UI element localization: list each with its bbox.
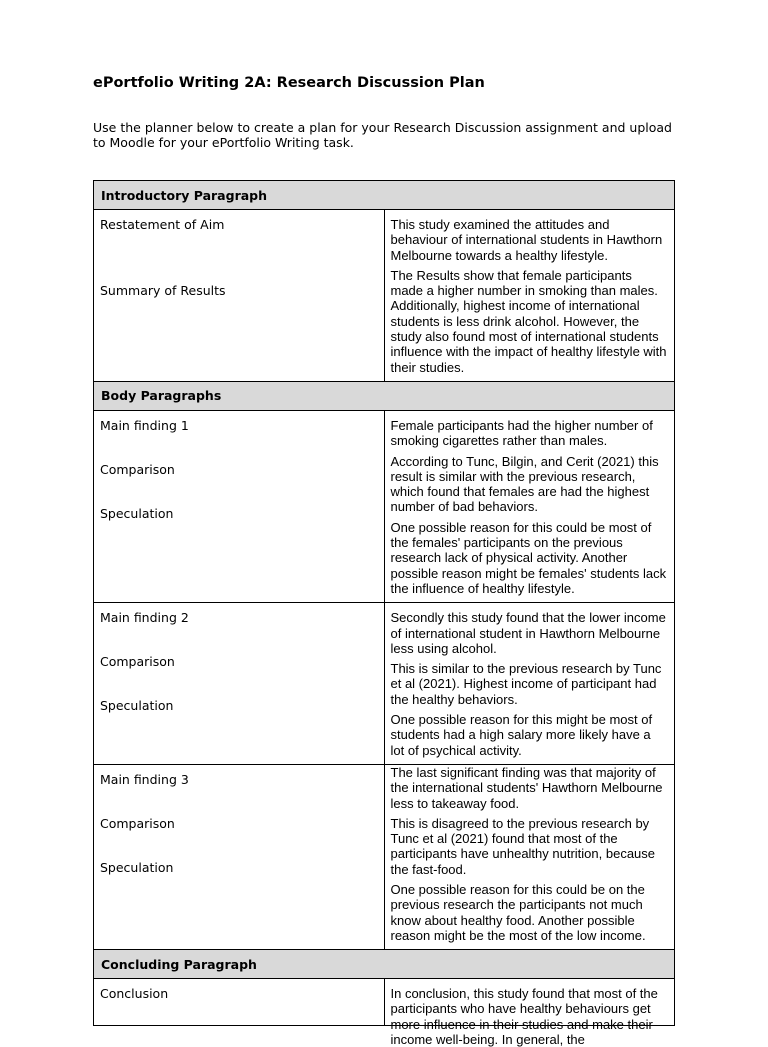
table-row xyxy=(94,764,675,949)
content-cell xyxy=(384,210,675,382)
page-title: ePortfolio Writing 2A: Research Discussion Plan xyxy=(93,75,485,91)
label-main-finding-2: Main finding 2 xyxy=(100,610,189,626)
speculation-2-text: One possible reason for this might be most of students had a high salary more likely have a lot of psychical activity. xyxy=(390,712,653,758)
label-speculation-1: Speculation xyxy=(100,505,174,521)
comparison-3-text: This is disagreed to the previous research by Tunc et al (2021) found that most of the participants have unhealthy nutrition, because the fast-food. xyxy=(390,815,656,877)
section-heading-introductory: Introductory Paragraph xyxy=(94,181,675,210)
label-main-finding-3: Main finding 3 xyxy=(100,771,189,787)
conclusion-text: In conclusion, this study found that most of the participants who have healthy behaviours get more influence in their studies and make their income well-being. In general, the xyxy=(390,986,658,1047)
section-header-row xyxy=(94,381,675,410)
intro-text: Use the planner below to create a plan for your Research Discussion assignment and upload to Moodle for your ePortfolio Writing task. xyxy=(93,120,672,150)
labels-cell xyxy=(94,410,385,602)
label-comparison-1: Comparison xyxy=(100,461,175,477)
label-restatement-of-aim: Restatement of Aim xyxy=(100,217,225,232)
section-heading-concluding: Concluding Paragraph xyxy=(94,950,675,979)
finding-2-text: Secondly this study found that the lower income of international student in Hawthorn Melbourne less using alcohol. xyxy=(390,610,666,656)
labels-cell xyxy=(94,210,385,382)
table-row xyxy=(94,410,675,602)
restatement-text: This study examined the attitudes and behaviour of international students in Hawthorn Melbourne towards a healthy lifestyle. xyxy=(390,217,663,263)
table-row xyxy=(94,210,675,382)
label-comparison-2: Comparison xyxy=(100,654,175,670)
section-heading-body: Body Paragraphs xyxy=(94,381,675,410)
label-speculation-3: Speculation xyxy=(100,859,174,875)
label-summary-of-results: Summary of Results xyxy=(100,283,226,298)
speculation-1-text: One possible reason for this could be most of the females' participants on the previous research lack of physical activity. Another possible reason might be females' students lack the influence of healthy lifestyle. xyxy=(390,519,667,596)
content-cell xyxy=(384,979,675,1047)
labels-cell xyxy=(94,979,385,1026)
summary-text: The Results show that female participants made a higher number in smoking than males. Additionally, highest income of international students is less drink alcohol. However, the study also found most of international students influence with the impact of healthy lifestyle with their studies. xyxy=(390,267,667,375)
label-main-finding-1: Main finding 1 xyxy=(100,417,189,433)
table-row xyxy=(94,603,675,765)
planner-table xyxy=(93,180,675,1047)
comparison-2-text: This is similar to the previous research by Tunc et al (2021). Highest income of participant had the healthy behaviors. xyxy=(390,661,662,707)
content-cell xyxy=(384,410,675,602)
labels-cell xyxy=(94,764,385,949)
conclusion-clip xyxy=(390,986,668,1047)
label-conclusion: Conclusion xyxy=(100,986,169,1002)
content-cell xyxy=(384,603,675,765)
finding-3-text: The last significant finding was that majority of the international students' Hawthorn Melbourne less to takeaway food. xyxy=(390,764,663,811)
speculation-3-text: One possible reason for this could be on the previous research the participants not much know about healthy food. Another possible reason might be the most of the low income. xyxy=(390,881,646,943)
labels-cell xyxy=(94,603,385,765)
content-cell xyxy=(384,764,675,949)
section-header-row xyxy=(94,950,675,979)
table-row xyxy=(94,979,675,1026)
finding-1-text: Female participants had the higher number of smoking cigarettes rather than males. xyxy=(390,417,653,449)
label-comparison-3: Comparison xyxy=(100,815,175,831)
label-speculation-2: Speculation xyxy=(100,698,174,714)
section-header-row xyxy=(94,181,675,210)
comparison-1-text: According to Tunc, Bilgin, and Cerit (2021) this result is similar with the previous research, which found that females are had the highest number of bad behaviors. xyxy=(390,453,659,515)
